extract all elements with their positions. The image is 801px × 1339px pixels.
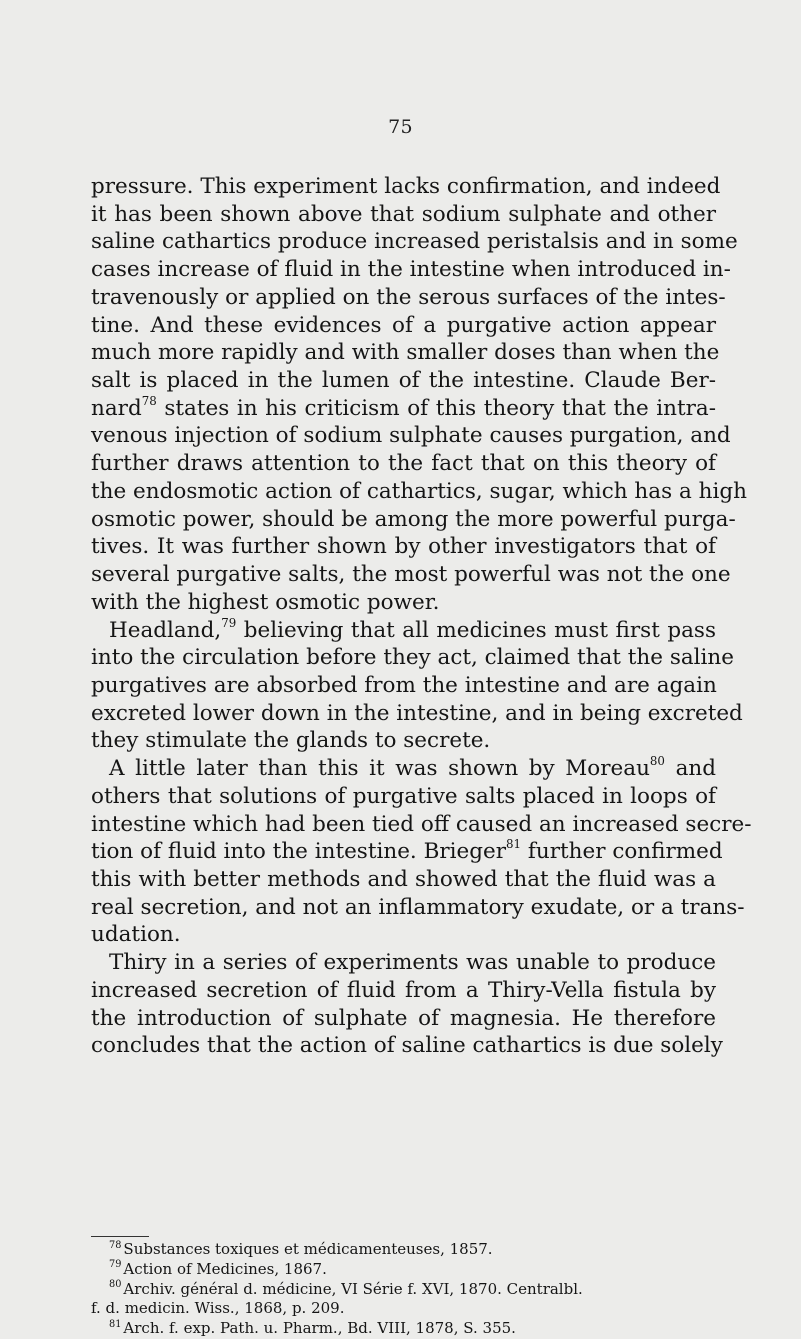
text-line: tion of fluid into the intestine. Brieger$^{81}$ further confirmed: [91, 837, 723, 865]
text-line: Thiry in a series of experiments was unable to produce: [109, 950, 716, 976]
text-line: they stimulate the glands to secrete.: [91, 728, 491, 754]
page-number: 75: [388, 116, 413, 138]
text-line: it has been shown above that sodium sulphate and other: [91, 201, 716, 227]
text-line: salt is placed in the lumen of the intestine. Claude Ber-: [91, 368, 716, 394]
text-line: into the circulation before they act, claimed that the saline: [91, 645, 735, 671]
text-line: much more rapidly and with smaller doses than when the: [91, 340, 720, 366]
footnote-ref: 78: [141, 393, 157, 408]
text-line: excreted lower down in the intestine, and in being excreted: [91, 700, 743, 726]
footnote-ref: 79: [221, 615, 237, 630]
footnote-marker: 79: [109, 1259, 122, 1271]
text-line: with the highest osmotic power.: [91, 589, 440, 615]
text-line: several purgative salts, the most powerful was not the one: [91, 562, 731, 588]
text-line: udation.: [91, 922, 181, 948]
text-line: others that solutions of purgative salts placed in loops of: [91, 783, 716, 809]
text-line: the introduction of sulphate of magnesia. He therefore: [91, 1005, 716, 1031]
footnote-ref: 81: [506, 837, 522, 852]
body-text: [91, 173, 752, 1060]
footnote-ref: 80: [649, 754, 665, 769]
text-line: nard$^{78}$ states in his criticism of this theory that the intra-: [91, 393, 716, 421]
footnote-continuation: f. d. medicin. Wiss., 1868, p. 209.: [91, 1299, 345, 1318]
footnote: $^{79}$ Action of Medicines, 1867.: [109, 1259, 327, 1278]
footnote-divider: [91, 1236, 149, 1237]
footnote-marker: 80: [109, 1279, 122, 1291]
text-line: further draws attention to the fact that on this theory of: [91, 451, 716, 477]
text-line: travenously or applied on the serous surfaces of the intes-: [91, 284, 726, 310]
text-line: the endosmotic action of cathartics, sugar, which has a high: [91, 478, 747, 504]
text-line: venous injection of sodium sulphate causes purgation, and: [91, 423, 731, 449]
footnote-marker: 78: [109, 1239, 122, 1251]
text-line: increased secretion of fluid from a Thiry-Vella fistula by: [91, 977, 716, 1003]
text-line: this with better methods and showed that the fluid was a: [91, 866, 716, 892]
footnotes: [91, 1240, 716, 1339]
text-line: Headland,$^{79}$ believing that all medicines must first pass: [109, 615, 716, 643]
text-line: concludes that the action of saline cathartics is due solely: [91, 1033, 723, 1059]
footnote: $^{78}$ Substances toxiques et médicamenteuses, 1857.: [109, 1239, 493, 1258]
footnote-marker: 81: [109, 1318, 122, 1330]
text-line: saline cathartics produce increased peristalsis and in some: [91, 229, 738, 255]
text-line: purgatives are absorbed from the intestine and are again: [91, 672, 717, 698]
text-line: A little later than this it was shown by Moreau$^{80}$ and: [109, 754, 716, 782]
text-line: pressure. This experiment lacks confirmation, and indeed: [91, 174, 721, 199]
footnote: $^{80}$ Archiv. général d. médicine, VI Série f. XVI, 1870. Centralbl.: [109, 1279, 583, 1298]
text-line: intestine which had been tied off caused an increased secre-: [91, 811, 752, 837]
text-line: tine. And these evidences of a purgative action appear: [91, 312, 716, 338]
text-line: real secretion, and not an inflammatory exudate, or a trans-: [91, 894, 745, 920]
footnote: $^{81}$ Arch. f. exp. Path. u. Pharm., Bd. VIII, 1878, S. 355.: [109, 1318, 516, 1338]
text-line: cases increase of fluid in the intestine when introduced in-: [91, 257, 731, 283]
text-line: osmotic power, should be among the more powerful purga-: [91, 506, 736, 532]
text-line: tives. It was further shown by other investigators that of: [91, 534, 716, 560]
